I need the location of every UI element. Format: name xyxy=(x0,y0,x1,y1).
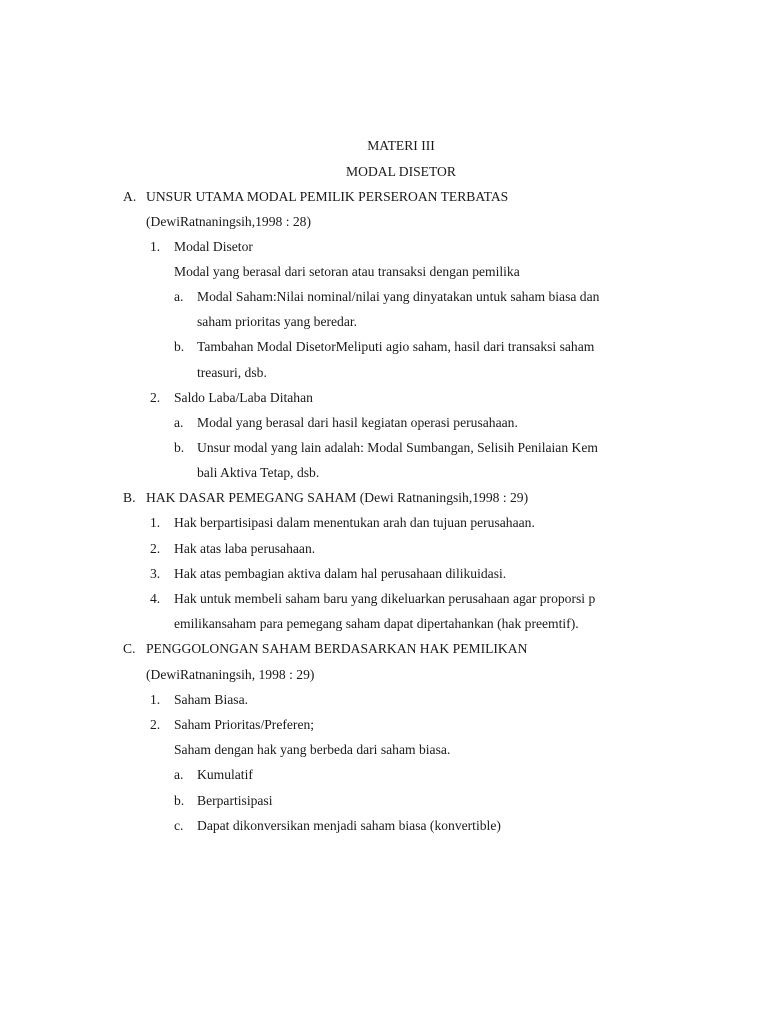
a-item-2-sub-b-line2: bali Aktiva Tetap, dsb. xyxy=(197,465,320,480)
b-item-3-text: Hak atas pembagian aktiva dalam hal perusahaan dilikuidasi. xyxy=(174,566,507,581)
a-item-1-description: Modal yang berasal dari setoran atau transaksi dengan pemilika xyxy=(174,264,520,279)
c-item-2-sub-b-text: Berpartisipasi xyxy=(197,793,273,808)
a-item-2-sub-b-marker: b. xyxy=(174,440,185,455)
section-b-heading: HAK DASAR PEMEGANG SAHAM (Dewi Ratnaningsih,1998 : 29) xyxy=(146,490,529,505)
b-item-2-marker: 2. xyxy=(150,541,161,556)
a-item-2-sub-a-marker: a. xyxy=(174,415,184,430)
c-item-1-marker: 1. xyxy=(150,692,161,707)
a-item-2-sub-b-line1: Unsur modal yang lain adalah: Modal Sumbangan, Selisih Penilaian Kem xyxy=(197,440,598,455)
document-subtitle: MODAL DISETOR xyxy=(346,164,456,179)
c-item-2-sub-a-text: Kumulatif xyxy=(197,767,253,782)
b-item-4-line2: emilikansaham para pemegang saham dapat dipertahankan (hak preemtif). xyxy=(174,616,579,631)
c-item-1-label: Saham Biasa. xyxy=(174,692,248,707)
c-item-2-sub-b-marker: b. xyxy=(174,793,185,808)
section-c-marker: C. xyxy=(123,641,136,656)
c-item-2-marker: 2. xyxy=(150,717,161,732)
c-item-2-sub-c-text: Dapat dikonversikan menjadi saham biasa (konvertible) xyxy=(197,818,501,833)
a-item-1-marker: 1. xyxy=(150,239,161,254)
section-a-marker: A. xyxy=(123,189,137,204)
c-item-2-sub-a-marker: a. xyxy=(174,767,184,782)
c-item-2-sub-c-marker: c. xyxy=(174,818,184,833)
a-item-1-sub-a-line1: Modal Saham:Nilai nominal/nilai yang dinyatakan untuk saham biasa dan xyxy=(197,289,600,304)
b-item-2-text: Hak atas laba perusahaan. xyxy=(174,541,316,556)
a-item-1-sub-b-line2: treasuri, dsb. xyxy=(197,365,267,380)
b-item-1-text: Hak berpartisipasi dalam menentukan arah dan tujuan perusahaan. xyxy=(174,515,535,530)
b-item-1-marker: 1. xyxy=(150,515,161,530)
c-item-2-label: Saham Prioritas/Preferen; xyxy=(174,717,315,732)
section-a-citation: (DewiRatnaningsih,1998 : 28) xyxy=(146,214,311,229)
section-b-marker: B. xyxy=(123,490,136,505)
b-item-3-marker: 3. xyxy=(150,566,161,581)
section-c-citation: (DewiRatnaningsih, 1998 : 29) xyxy=(146,667,315,682)
section-c-heading: PENGGOLONGAN SAHAM BERDASARKAN HAK PEMILIKAN xyxy=(146,641,528,656)
a-item-1-label: Modal Disetor xyxy=(174,239,253,254)
c-item-2-description: Saham dengan hak yang berbeda dari saham biasa. xyxy=(174,742,451,757)
section-a-heading: UNSUR UTAMA MODAL PEMILIK PERSEROAN TERBATAS xyxy=(146,189,509,204)
a-item-1-sub-a-line2: saham prioritas yang beredar. xyxy=(197,314,358,329)
document-title: MATERI III xyxy=(367,138,435,153)
b-item-4-marker: 4. xyxy=(150,591,161,606)
a-item-2-label: Saldo Laba/Laba Ditahan xyxy=(174,390,313,405)
a-item-2-sub-a-line1: Modal yang berasal dari hasil kegiatan operasi perusahaan. xyxy=(197,415,518,430)
a-item-1-sub-b-marker: b. xyxy=(174,339,185,354)
a-item-2-marker: 2. xyxy=(150,390,161,405)
b-item-4-line1: Hak untuk membeli saham baru yang dikeluarkan perusahaan agar proporsi p xyxy=(174,591,596,606)
a-item-1-sub-b-line1: Tambahan Modal DisetorMeliputi agio saham, hasil dari transaksi saham xyxy=(197,339,595,354)
a-item-1-sub-a-marker: a. xyxy=(174,289,184,304)
